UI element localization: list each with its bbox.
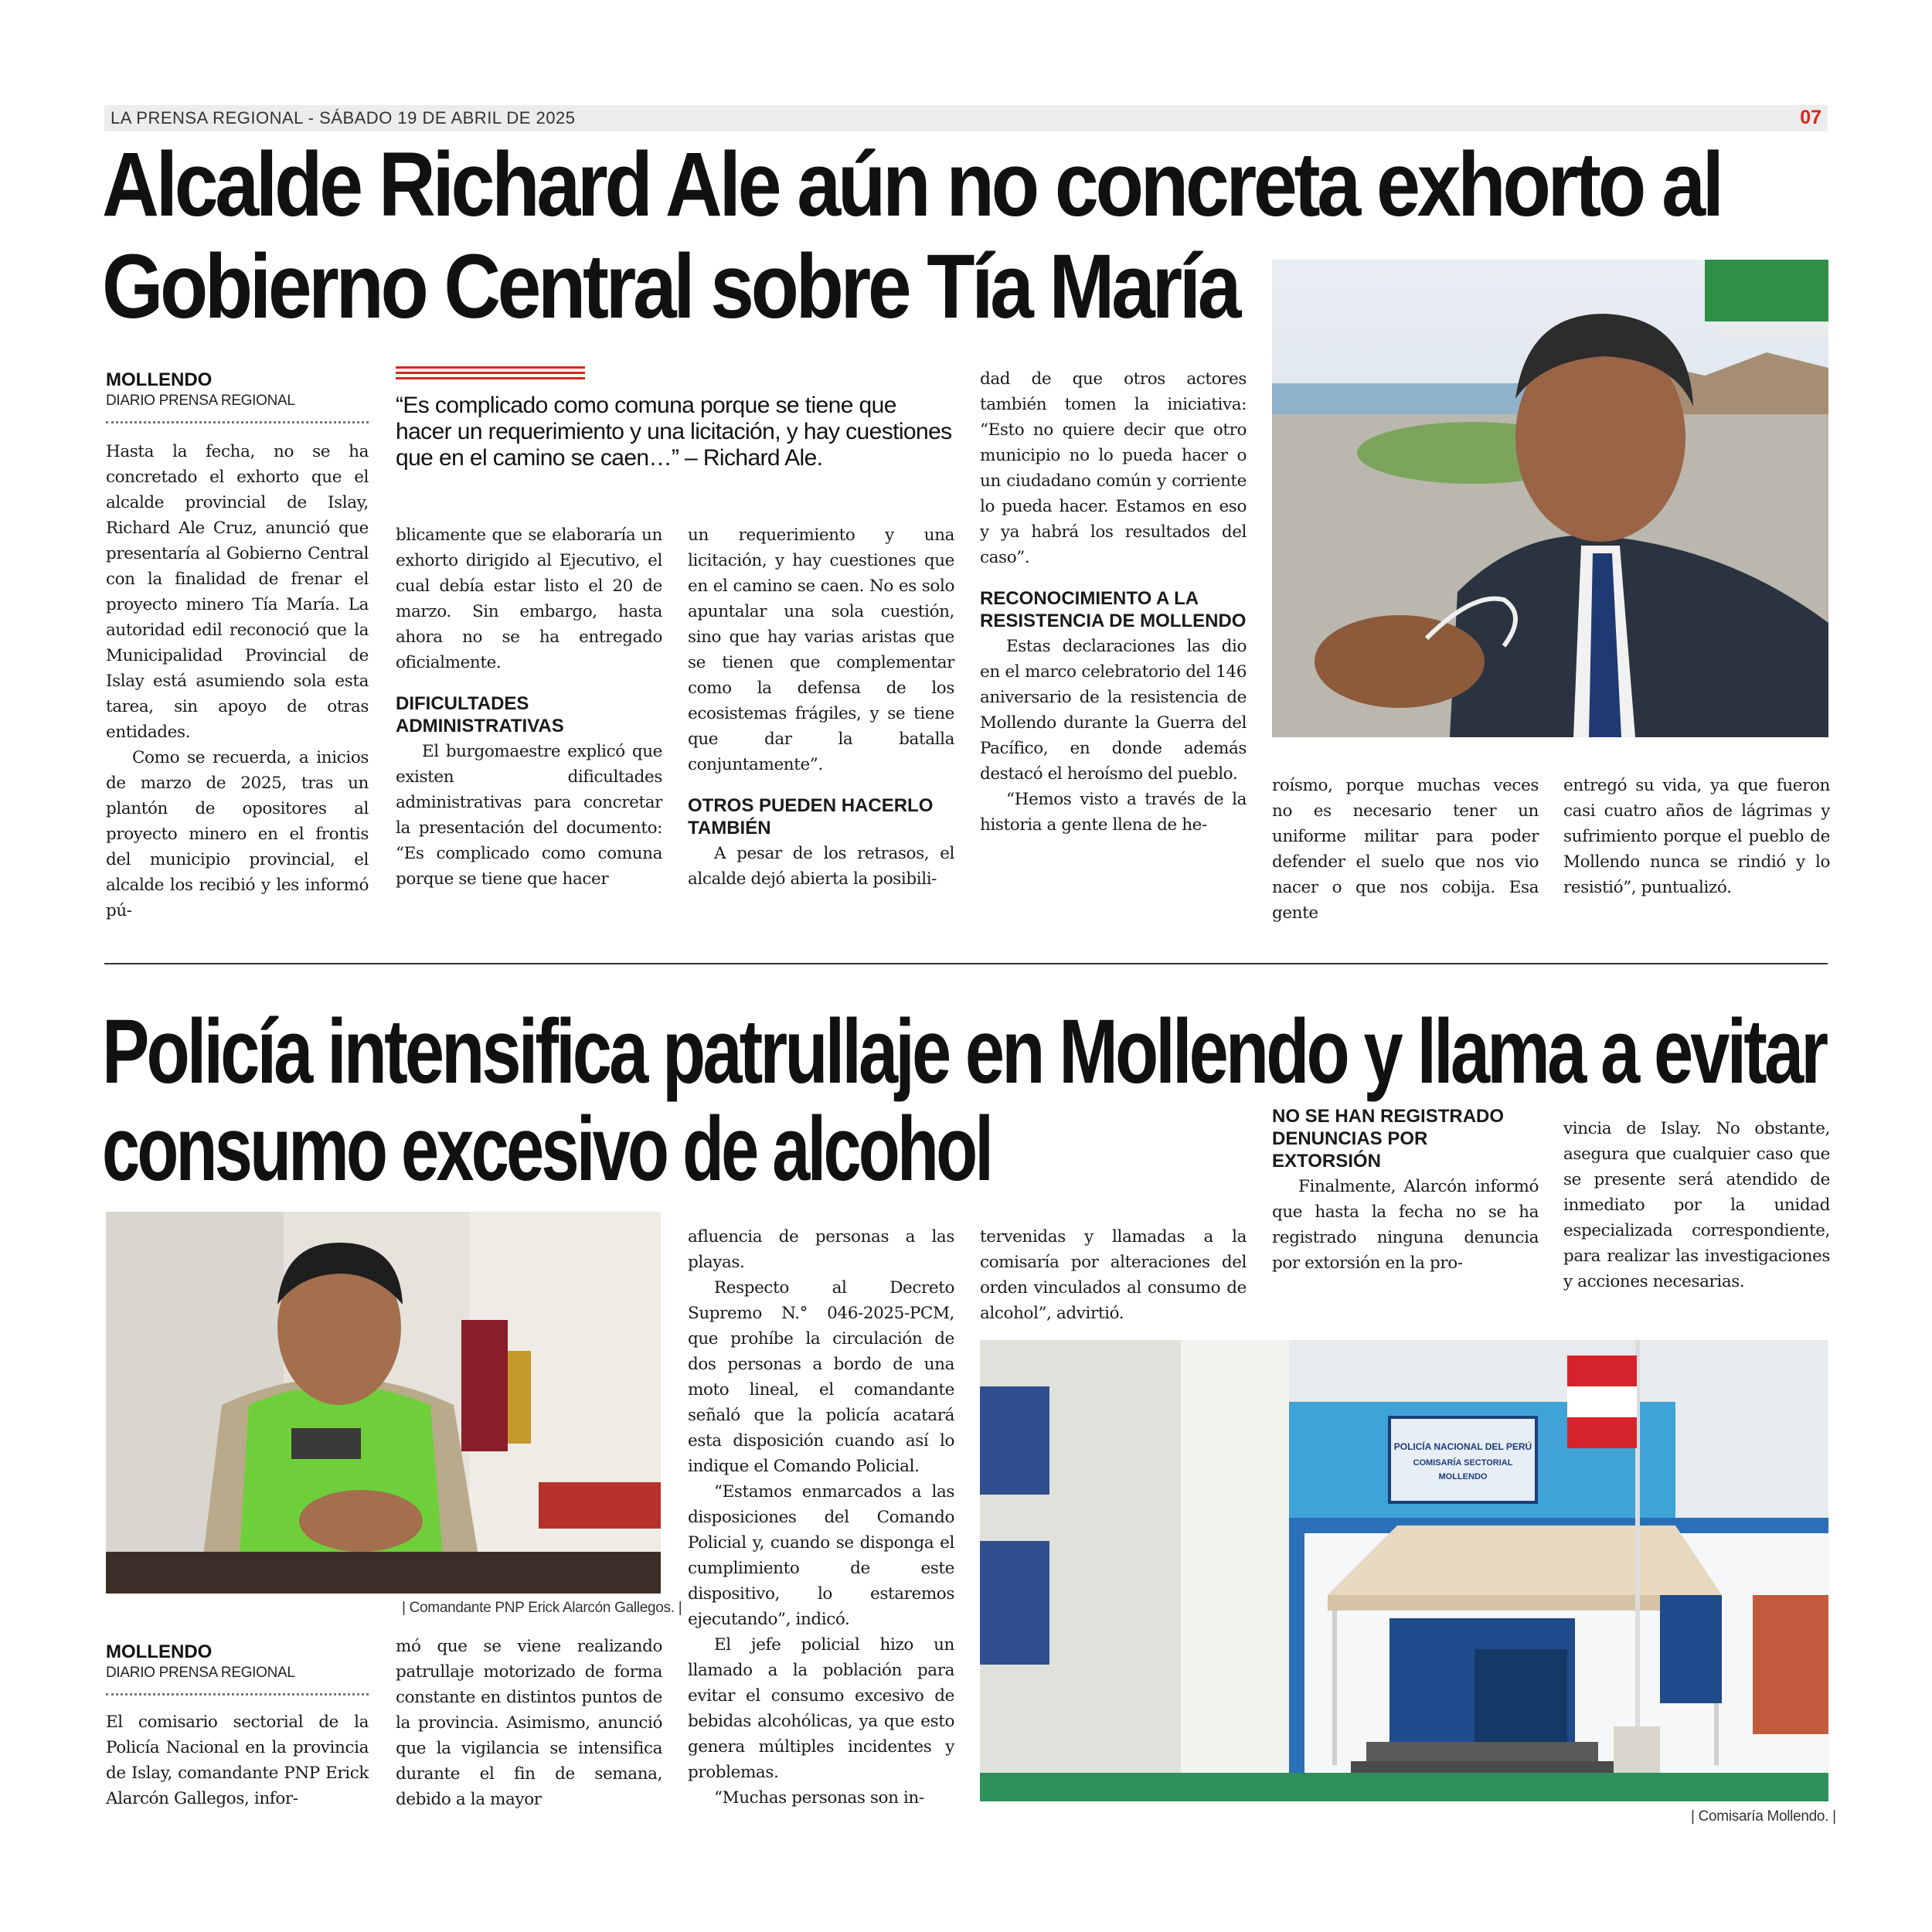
commander-photo-caption: | Comandante PNP Erick Alarcón Gallegos. | xyxy=(402,1600,682,1616)
paragraph: Como se recuerda, a inicios de marzo de 2025, tras un plantón de opositores al proyecto minero en el frontis del municipio provincial, el alcalde los recibió y les informó pú- xyxy=(106,748,369,920)
commander-photo-illustration xyxy=(106,1212,661,1594)
mayor-photo xyxy=(1272,260,1828,737)
paragraph: dad de que otros actores también tomen la iniciativa: “Esto no quiere decir que otro municipio no lo pueda hacer o un ciudadano común y corriente lo pueda hacer. Estamos en eso y ya habrá los resultados del caso”. xyxy=(980,369,1247,567)
paragraph: tervenidas y llamadas a la comisaría por alteraciones del orden vinculados al consumo de alcohol”, advirtió. xyxy=(980,1227,1247,1323)
article1-headline-line1: Alcalde Richard Ale aún no concreta exhorto al xyxy=(102,134,1721,236)
paragraph: mó que se viene realizando patrullaje motorizado de forma constante en distintos puntos de la provincia. Asimismo, anunció que la vigilancia se intensifica durante el fin de semana, debido a la mayor xyxy=(396,1637,662,1809)
paragraph: “Estamos enmarcados a las disposiciones del Comando Policial y, cuando se disponga el cumplimiento de este dispositivo, lo estaremos ejecutando”, indicó. xyxy=(688,1482,954,1629)
publication-date: LA PRENSA REGIONAL - SÁBADO 19 DE ABRIL DE 2025 xyxy=(111,108,576,128)
paragraph: Respecto al Decreto Supremo N.° 046-2025-PCM, que prohíbe la circulación de dos personas a bordo de una moto lineal, el comandante señaló que la policía acatará esta disposición cuando así lo indique el Comando Policial. xyxy=(688,1278,954,1476)
article2-column-5 xyxy=(1272,1105,1539,1276)
paragraph: El jefe policial hizo un llamado a la población para evitar el consumo excesivo de bebidas alcohólicas, ya que esto genera múltiples incidentes y problemas. xyxy=(688,1635,954,1782)
pull-quote-accent xyxy=(396,366,585,382)
pull-quote: “Es complicado como comuna porque se tiene que hacer un requerimiento y una licitación, y hay cuestiones que en el camino se caen…” – Richard Ale. xyxy=(396,393,952,471)
paragraph: entregó su vida, ya que fueron casi cuatro años de lágrimas y sufrimiento porque el pueblo de Mollendo nunca se rindió y lo resistió”, puntualizó. xyxy=(1563,776,1830,897)
article2-byline: DIARIO PRENSA REGIONAL xyxy=(106,1665,295,1681)
article2-kicker: MOLLENDO xyxy=(106,1641,213,1662)
paragraph: Estas declaraciones las dio en el marco celebratorio del 146 aniversario de la resistencia de Mollendo durante la Guerra del Pacífico, en donde además destacó el heroísmo del pueblo. xyxy=(980,637,1247,784)
subheading: RECONOCIMIENTO A LA RESISTENCIA DE MOLLENDO xyxy=(980,588,1247,631)
article2-column-3 xyxy=(688,1224,954,1811)
article1-column-3 xyxy=(688,522,954,892)
mayor-photo-illustration xyxy=(1272,260,1828,737)
police-station-illustration xyxy=(980,1340,1828,1801)
article2-headline-line2: consumo excesivo de alcohol xyxy=(102,1098,992,1200)
page-number: 07 xyxy=(1800,107,1821,128)
subheading: OTROS PUEDEN HACERLO TAMBIÉN xyxy=(688,795,934,838)
article1-column-1 xyxy=(106,439,369,923)
building-sign-line3: MOLLENDO xyxy=(1438,1472,1488,1481)
police-station-photo xyxy=(980,1340,1828,1801)
paragraph: El burgomaestre explicó que existen dificultades administrativas para concretar la presentación del documento: “Es complicado como comuna porque se tiene que hacer xyxy=(396,742,662,889)
article2-byline-divider xyxy=(106,1693,369,1696)
paragraph: afluencia de personas a las playas. xyxy=(688,1227,954,1272)
article2-column-6 xyxy=(1563,1116,1830,1294)
article-divider xyxy=(104,963,1828,964)
paragraph: un requerimiento y una licitación, y hay cuestiones que en el camino se caen. No es solo apuntalar una sola cuestión, sino que hay varias aristas que se tienen que complementar como la defensa de los ecosistemas frágiles, y se tiene que dar la batalla conjuntamente”. xyxy=(688,526,954,774)
commander-photo xyxy=(106,1212,661,1594)
paragraph: A pesar de los retrasos, el alcalde dejó abierta la posibili- xyxy=(688,844,954,889)
paragraph: Hasta la fecha, no se ha concretado el exhorto que el alcalde provincial de Islay, Richard Ale Cruz, anunció que presentaría al Gobierno Central con la finalidad de frenar el proyecto minero Tía María. La autoridad edil reconoció que la Municipalidad Provincial de Islay está asumiendo sola esta tarea, sin apoyo de otras entidades. xyxy=(106,442,369,742)
article1-headline-line2: Gobierno Central sobre Tía María xyxy=(102,236,1239,338)
article1-column-6 xyxy=(1563,773,1830,900)
paragraph: “Muchas personas son in- xyxy=(714,1788,924,1808)
article1-column-4 xyxy=(980,366,1247,838)
article1-byline-divider xyxy=(106,421,369,423)
article1-column-2 xyxy=(396,522,662,892)
article1-byline: DIARIO PRENSA REGIONAL xyxy=(106,393,295,409)
building-sign-line2: COMISARÍA SECTORIAL xyxy=(1413,1458,1513,1468)
article2-column-4 xyxy=(980,1224,1247,1326)
police-station-photo-caption: | Comisaría Mollendo. | xyxy=(1691,1808,1836,1825)
paragraph: vincia de Islay. No obstante, asegura que cualquier caso que se presente será atendido de inmediato por la unidad especializada correspondiente, para realizar las investigaciones y acciones necesarias. xyxy=(1563,1119,1830,1291)
building-sign-line1: POLICÍA NACIONAL DEL PERÚ xyxy=(1393,1441,1532,1452)
article1-kicker: MOLLENDO xyxy=(106,369,213,390)
paragraph: blicamente que se elaboraría un exhorto dirigido al Ejecutivo, el cual debía estar listo el 20 de marzo. Sin embargo, hasta ahora no se ha entregado oficialmente. xyxy=(396,526,662,672)
paragraph: roísmo, porque muchas veces no es necesario tener un uniforme militar para poder defender el suelo que nos vio nacer o que nos cobija. Esa gente xyxy=(1272,776,1539,923)
article2-column-1 xyxy=(106,1709,369,1811)
article2-headline-line1: Policía intensifica patrullaje en Mollendo y llama a evitar xyxy=(102,1001,1826,1103)
paragraph: “Hemos visto a través de la historia a gente llena de he- xyxy=(980,790,1247,835)
article1-column-5 xyxy=(1272,773,1539,926)
subheading: NO SE HAN REGISTRADO DENUNCIAS POR EXTORSIÓN xyxy=(1272,1106,1505,1172)
subheading: DIFICULTADES ADMINISTRATIVAS xyxy=(396,693,564,736)
paragraph: Finalmente, Alarcón informó que hasta la fecha no se ha registrado ninguna denuncia por extorsión en la pro- xyxy=(1272,1177,1539,1273)
article2-column-2 xyxy=(396,1634,662,1812)
page-header-bar xyxy=(104,105,1828,131)
paragraph: El comisario sectorial de la Policía Nacional en la provincia de Islay, comandante PNP Erick Alarcón Gallegos, infor- xyxy=(106,1713,369,1808)
